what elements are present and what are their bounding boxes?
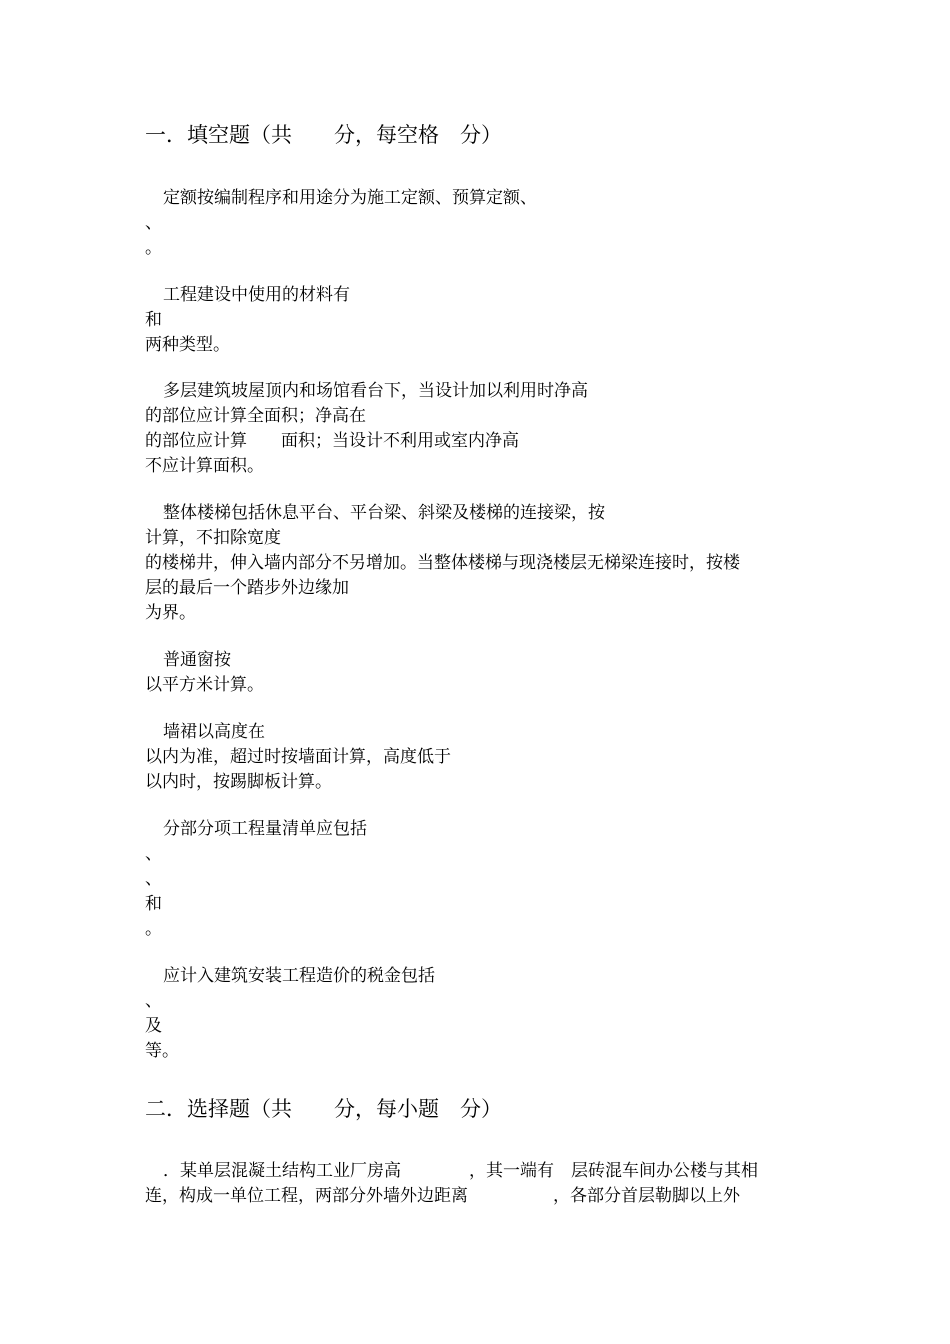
q8-line-4: 等。 — [145, 1041, 179, 1061]
q8-line-2: 、 — [145, 991, 162, 1011]
q7-line-5: 。 — [145, 919, 162, 939]
q3-line-2: 的部位应计算全面积；净高在 — [145, 406, 366, 426]
q5-line-1: 普通窗按 — [163, 650, 231, 670]
q1-line-3: 。 — [145, 238, 162, 258]
s2-q1-line-2: 连，构成一单位工程，两部分外墙外边距离 ，各部分首层勒脚以上外 — [145, 1186, 740, 1206]
q3-line-3: 的部位应计算 面积；当设计不利用或室内净高 — [145, 431, 519, 451]
q1-line-1: 定额按编制程序和用途分为施工定额、预算定额、 — [163, 188, 537, 208]
q4-line-4: 层的最后一个踏步外边缘加 — [145, 578, 349, 598]
q3-line-1: 多层建筑坡屋顶内和场馆看台下，当设计加以利用时净高 — [163, 381, 588, 401]
q4-line-2: 计算，不扣除宽度 — [145, 528, 281, 548]
section2-heading: 二．选择题（共 分，每小题 分） — [145, 1097, 502, 1121]
q8-line-3: 及 — [145, 1016, 162, 1036]
q2-line-2: 和 — [145, 310, 162, 330]
q6-line-1: 墙裙以高度在 — [163, 722, 265, 742]
q2-line-1: 工程建设中使用的材料有 — [163, 285, 350, 305]
q4-line-5: 为界。 — [145, 603, 196, 623]
q6-line-2: 以内为准，超过时按墙面计算，高度低于 — [145, 747, 451, 767]
q7-line-1: 分部分项工程量清单应包括 — [163, 819, 367, 839]
q6-line-3: 以内时，按踢脚板计算。 — [145, 772, 332, 792]
q4-line-1: 整体楼梯包括休息平台、平台梁、斜梁及楼梯的连接梁，按 — [163, 503, 605, 523]
q2-line-3: 两种类型。 — [145, 335, 230, 355]
q1-line-2: 、 — [145, 213, 162, 233]
q3-line-4: 不应计算面积。 — [145, 456, 264, 476]
s2-q1-line-1: ．某单层混凝土结构工业厂房高 ，其一端有 层砖混车间办公楼与其相 — [163, 1161, 758, 1181]
q8-line-1: 应计入建筑安装工程造价的税金包括 — [163, 966, 435, 986]
section1-heading: 一．填空题（共 分，每空格 分） — [145, 123, 502, 147]
q7-line-3: 、 — [145, 869, 162, 889]
q4-line-3: 的楼梯井，伸入墙内部分不另增加。当整体楼梯与现浇楼层无梯梁连接时，按楼 — [145, 553, 740, 573]
q5-line-2: 以平方米计算。 — [145, 675, 264, 695]
q7-line-4: 和 — [145, 894, 162, 914]
q7-line-2: 、 — [145, 844, 162, 864]
